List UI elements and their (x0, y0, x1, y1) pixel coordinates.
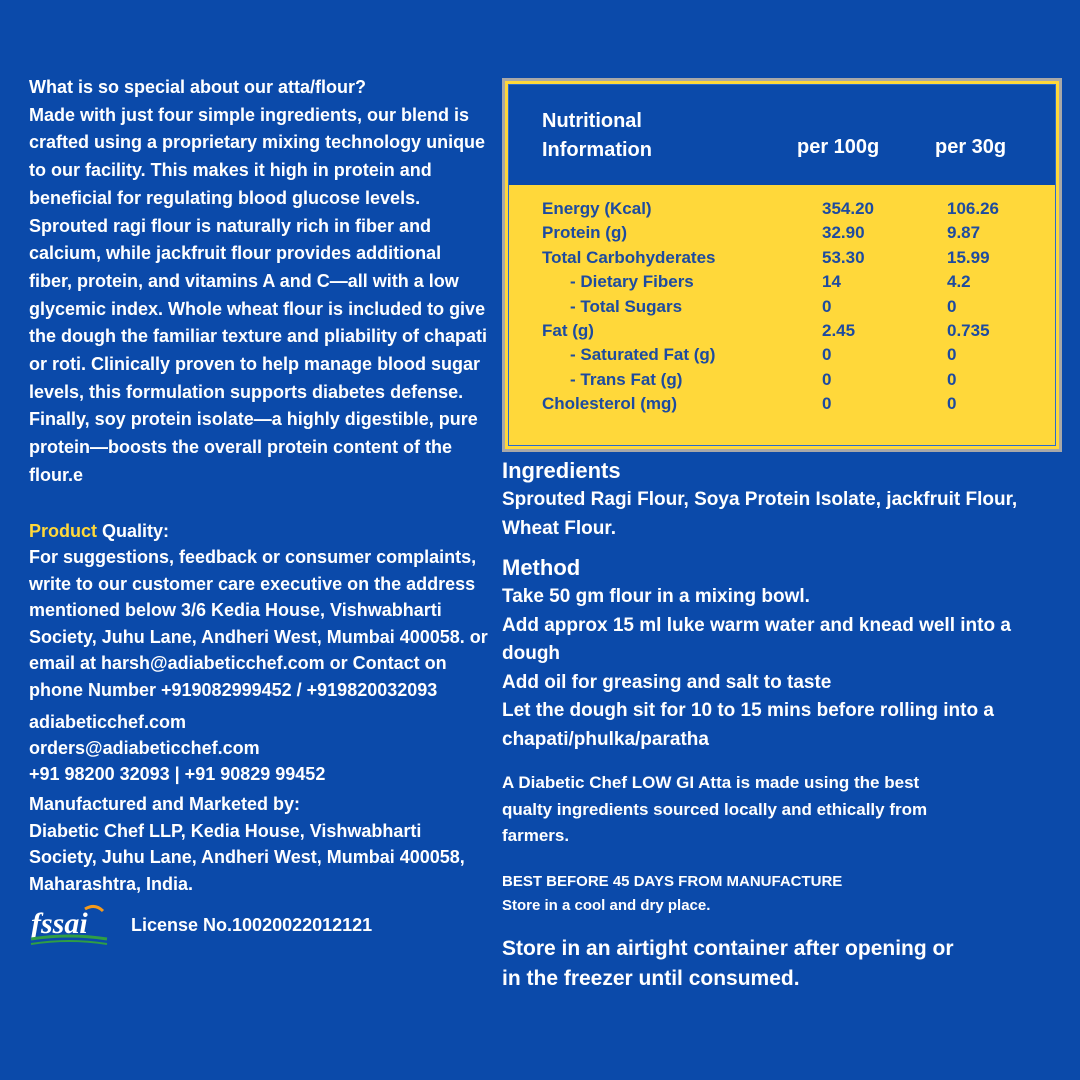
phone-numbers: +91 98200 32093 | +91 90829 99452 (29, 764, 326, 785)
value-per-100g: 14 (822, 272, 841, 292)
nutrient-label: - Saturated Fat (g) (570, 345, 716, 365)
store-cool: Store in a cool and dry place. (502, 896, 711, 914)
storage-info (502, 870, 1062, 918)
quality-highlight: Product (29, 520, 98, 541)
value-per-30g: 0 (947, 296, 957, 316)
left-column (29, 74, 489, 947)
quality-section (29, 518, 489, 704)
quality-title (29, 518, 489, 545)
nutrient-label: Energy (Kcal) (542, 199, 652, 218)
nutrient-label: - Total Sugars (570, 296, 683, 316)
value-per-30g: 4.2 (947, 272, 971, 292)
value-per-30g: 9.87 (947, 223, 981, 243)
manufacturer-address: Diabetic Chef LLP, Kedia House, Vishwabharti Society, Juhu Lane, Andheri West, Mumbai 400058, Maharashtra, India. (29, 820, 465, 894)
method-step: Take 50 gm flour in a mixing bowl. (502, 586, 810, 607)
ingredients-title: Ingredients (502, 458, 621, 483)
manufacturer-block (29, 791, 489, 897)
value-per-100g: 0 (822, 369, 832, 389)
contact-block (29, 709, 489, 787)
quality-body: For suggestions, feedback or consumer complaints, write to our customer care executive on the address mentioned below 3/6 Kedia House, Vishwabharti Society, Juhu Lane, Andheri West, Mumbai 400058. or email at harsh@adiabeticchef.com or Contact on phone Number +919082999452 / +919820032093 (29, 547, 488, 700)
method-step: Add oil for greasing and salt to taste (502, 671, 832, 693)
value-per-30g: 15.99 (947, 247, 990, 267)
nutrition-row (542, 246, 1055, 270)
value-per-100g: 2.45 (822, 320, 856, 340)
nutrition-row (542, 392, 1055, 416)
nutrient-label: - Dietary Fibers (570, 272, 694, 292)
right-column (502, 456, 1062, 994)
value-per-100g: 0 (822, 345, 832, 365)
nutrition-row (542, 270, 1055, 294)
sourcing-note: A Diabetic Chef LOW GI Atta is made using the best qualty ingredients sourced locally and ethically from farmers. (502, 773, 928, 845)
nutrient-label: Fat (g) (542, 320, 594, 340)
fssai-logo-icon (29, 903, 109, 947)
value-per-30g: 0 (947, 369, 957, 389)
nutrient-label: - Trans Fat (g) (570, 369, 683, 389)
nutrition-header (509, 85, 1055, 185)
website-link[interactable]: adiabeticchef.com (29, 712, 187, 733)
intro-title: What is so special about our atta/flour? (29, 77, 367, 97)
nutrition-row (542, 221, 1055, 245)
value-per-30g: 0 (947, 345, 957, 365)
manufacturer-title: Manufactured and Marketed by: (29, 794, 301, 815)
nutrition-inner (508, 84, 1056, 446)
nutrition-rows (542, 197, 1055, 417)
nutrient-label: Cholesterol (mg) (542, 394, 678, 414)
ingredients-body: Sprouted Ragi Flour, Soya Protein Isolate, jackfruit Flour, Wheat Flour. (502, 489, 1018, 539)
value-per-100g: 354.20 (822, 199, 874, 218)
value-per-30g: 0.735 (947, 320, 990, 340)
email-link[interactable]: orders@adiabeticchef.com (29, 738, 260, 759)
value-per-100g: 32.90 (822, 223, 865, 243)
nutrition-row (542, 295, 1055, 319)
value-per-100g: 0 (822, 394, 832, 414)
column-header-per-100g: per 100g (797, 136, 880, 158)
nutrition-title-line2: Information (542, 139, 652, 161)
nutrition-row (542, 343, 1055, 367)
value-per-30g: 0 (947, 394, 957, 414)
nutrition-row (542, 368, 1055, 392)
best-before: BEST BEFORE 45 DAYS FROM MANUFACTURE (502, 872, 843, 890)
method-title: Method (502, 555, 581, 580)
method-steps (502, 583, 1062, 754)
method-step: Add approx 15 ml luke warm water and knead well into a dough (502, 614, 1011, 664)
value-per-30g: 106.26 (947, 199, 999, 218)
license-number: License No.10020022012121 (131, 914, 373, 935)
quality-title-rest: Quality: (97, 520, 170, 541)
nutrition-title-line1: Nutritional (542, 110, 642, 132)
intro-body: Made with just four simple ingredients, our blend is crafted using a proprietary mixing technology unique to our facility. This makes it high in protein and beneficial for regulating blood glucose levels. Sprouted ragi flour is naturally rich in fiber and calcium, while jackfruit flour provides additional fiber, protein, and vitamins A and C—all with a low glycemic index. Whole wheat flour is included to give the dough the familiar texture and pliability of chapati or roti. Clinically proven to help manage blood sugar levels, this formulation supports diabetes defense. Finally, soy protein isolate—a highly digestible, pure protein—boosts the overall protein content of the flour.e (29, 104, 488, 485)
nutrition-panel (502, 78, 1062, 452)
column-header-per-30g: per 30g (935, 136, 1007, 158)
value-per-100g: 0 (822, 296, 832, 316)
license-row (29, 903, 489, 947)
value-per-100g: 53.30 (822, 247, 865, 267)
method-step: Let the dough sit for 10 to 15 mins before rolling into a chapati/phulka/paratha (502, 700, 994, 750)
nutrition-row (542, 319, 1055, 343)
nutrition-title (542, 107, 652, 165)
nutrient-label: Total Carbohyderates (542, 247, 716, 267)
store-airtight: Store in an airtight container after opening or in the freezer until consumed. (502, 936, 954, 990)
nutrient-label: Protein (g) (542, 223, 627, 243)
fssai-logo-text: fssai (31, 907, 88, 941)
nutrition-row (542, 197, 1055, 221)
